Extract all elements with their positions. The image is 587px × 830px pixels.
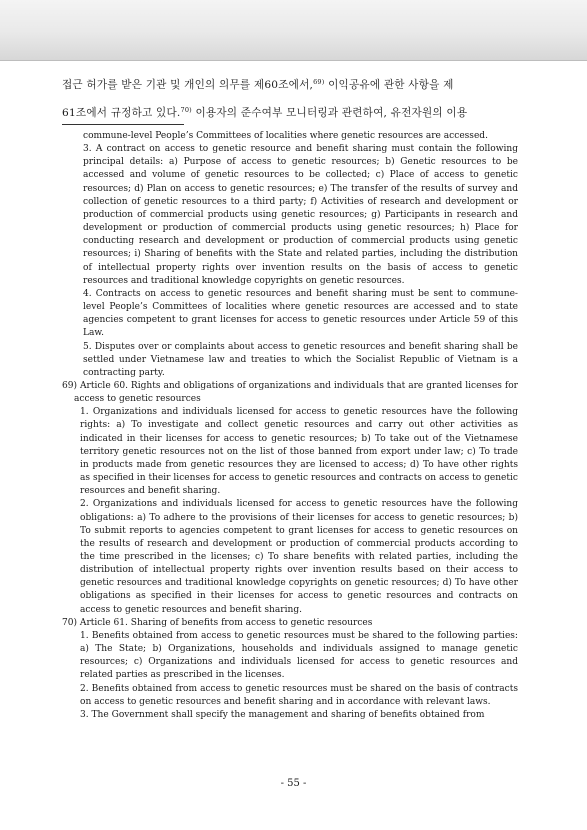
body-line-2-text: 61조에서 규정하고 있다. [62,107,181,119]
footnote-paragraph: 2. Organizations and individuals licensed for access to genetic resources have the following obligations: a) To adhere to the provisions of their licenses for access to genetic resources; b) To submit reports to agencies competent to grant licenses for access to genetic resources on the results of research and development or production of commercial products according to the time prescribed in the licenses; c) To share benefits with related parties, including the distribution of intellectual property rights over invention results based on their access to genetic resources and traditional knowledge copyrights on genetic resources; d) To have other obligations as specified in their licenses for access to genetic resources and contracts on access to genetic resources and benefit sharing. [80,499,518,615]
footnote-paragraph: 70) Article 61. Sharing of benefits from access to genetic resources [62,617,373,628]
header-divider [0,60,587,61]
footnote-paragraph: 5. Disputes over or complaints about access to genetic resources and benefit sharing shall be settled under Vietnamese law and treaties to which the Socialist Republic of Vietnam is a contracting party. [83,341,518,378]
body-line-1-tail: 이익공유에 관한 사항을 제 [324,79,454,91]
body-text [62,70,520,126]
footnote-ref-70[interactable]: 70) [180,106,192,114]
footnote-paragraph: 1. Organizations and individuals licensed for access to genetic resources have the following rights: a) To investigate and collect genetic resources and carry out other activities as indicated in their licenses for access to genetic resources; b) To take out of the Vietnamese territory genetic resources not on the list of those banned from export under law; c) To trade in products made from genetic resources they are licensed to access; d) To have other rights as specified in their licenses for access to genetic resources and contracts on access to genetic resources and benefit sharing. [80,407,518,497]
footnote-paragraph: commune-level People’s Committees of localities where genetic resources are accessed. [83,131,488,141]
footnote-ref-69[interactable]: 69) [313,78,325,86]
footnote-paragraph: 3. The Government shall specify the management and sharing of benefits obtained from [80,709,485,720]
body-line-2 [62,98,520,126]
body-line-1 [62,70,520,98]
footnote-paragraph: 1. Benefits obtained from access to genetic resources must be shared to the following parties: a) The State; b) Organizations, households and individuals assigned to manage genetic resources; c) Organizations and individuals licensed for access to genetic resources and related parties as prescribed in the licenses. [80,630,518,681]
footnote-paragraph: 2. Benefits obtained from access to genetic resources must be shared on the basis of contracts on access to genetic resources and benefit sharing and in accordance with relevant laws. [80,683,518,707]
footnote-paragraph: 69) Article 60. Rights and obligations of organizations and individuals that are granted licenses for access to genetic resources [62,380,518,405]
footnote-paragraph: 4. Contracts on access to genetic resources and benefit sharing must be sent to commune-level People’s Committees of localities where genetic resources are accessed and to state agencies competent to grant licenses for access to genetic resources under Article 59 of this Law. [83,288,518,339]
page-number: - 55 - [280,778,307,789]
footnote-paragraph: 3. A contract on access to genetic resource and benefit sharing must contain the following principal details: a) Purpose of access to genetic resources; b) Genetic resources to be accessed and volume of genetic resources to be collected; c) Place of access to genetic resources; d) Plan on access to genetic resources; e) The transfer of the results of survey and collection of genetic resources to a third party; f) Activities of research and development or production of commercial products using genetic resources; g) Participants in research and development or production of commercial products using genetic resources; h) Place for conducting research and development or production of commercial products using genetic resources; i) Sharing of benefits with the State and related parties, including the distribution of intellectual property rights over invention results on the basis of access to genetic resources and traditional knowledge copyrights on genetic resources. [83,144,518,286]
footnote-separator [62,124,184,125]
footnotes-section [62,130,518,722]
body-line-1-text: 접근 허가를 받은 기관 및 개인의 의무를 제60조에서, [62,79,314,91]
page-header-band [0,0,587,60]
body-line-2-tail: 이용자의 준수여부 모니터링과 관련하여, 유전자원의 이용 [191,107,468,119]
